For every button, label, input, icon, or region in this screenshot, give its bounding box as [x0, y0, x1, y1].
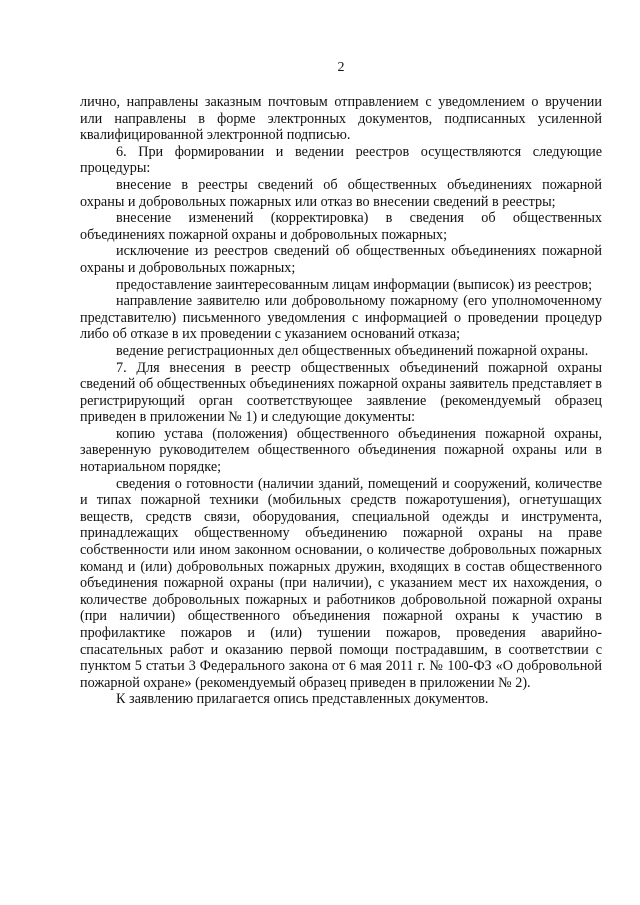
- paragraph-item-6-3: исключение из реестров сведений об общественных объединениях пожарной охраны и добровольных пожарных;: [80, 243, 602, 276]
- paragraph-item-7: 7. Для внесения в реестр общественных объединений пожарной охраны сведений об общественных объединениях пожарной охраны заявитель представляет в регистрирующий орган соответствующее заявление (рекомендуемый образец приведен в приложении № 1) и следующие документы:: [80, 359, 602, 426]
- paragraph-item-6-1: внесение в реестры сведений об общественных объединениях пожарной охраны и добровольных пожарных или отказ во внесении сведений в реестры;: [80, 176, 602, 210]
- paragraph-item-6-4: предоставление заинтересованным лицам информации (выписок) из реестров;: [116, 276, 593, 293]
- paragraph-item-6-6: ведение регистрационных дел общественных объединений пожарной охраны.: [116, 342, 589, 359]
- paragraph-item-7-2: сведения о готовности (наличии зданий, помещений и сооружений, количестве и типах пожарной техники (мобильных средств пожаротушения), огнетушащих веществ, средств связи, оборудования, специальной одежды и инструмента, принадлежащих общественному объединению пожарной охраны на праве собственности или ином законном основании, о количестве добровольных пожарных команд и (или) добровольных пожарных дружин, входящих в состав общественного объединения пожарной охраны (при наличии), с указанием мест их нахождения, о количестве добровольных пожарных и работников добровольной пожарной охраны (при наличии) общественного объединения пожарной охраны к участию в профилактике пожаров и (или) тушении пожаров, проведения аварийно-спасательных работ и оказанию первой помощи пострадавшим, в соответствии с пунктом 5 статьи 3 Федерального закона от 6 мая 2011 г. № 100-ФЗ «О добровольной пожарной охране» (рекомендуемый образец приведен в приложении № 2).: [80, 475, 602, 691]
- paragraph-item-6-2: внесение изменений (корректировка) в сведения об общественных объединениях пожарной охраны и добровольных пожарных;: [80, 210, 602, 243]
- paragraph-item-6: 6. При формировании и ведении реестров осуществляются следующие процедуры:: [80, 143, 602, 177]
- paragraph-continuation: лично, направлены заказным почтовым отправлением с уведомлением о вручении или направлены в форме электронных документов, подписанных усиленной квалифицированной электронной подписью.: [80, 94, 602, 144]
- document-body: [80, 94, 602, 708]
- document-page: [80, 60, 602, 708]
- paragraph-item-6-5: направление заявителю или добровольному пожарному (его уполномоченному представителю) письменного уведомления с информацией о проведении процедур либо об отказе в их проведении с указанием оснований отказа;: [80, 293, 602, 343]
- paragraph-attachment: К заявлению прилагается опись представленных документов.: [116, 691, 489, 708]
- paragraph-item-7-1: копию устава (положения) общественного объединения пожарной охраны, заверенную руководителем общественного объединения пожарной охраны или в нотариальном порядке;: [80, 425, 602, 476]
- page-number: 2: [337, 60, 345, 75]
